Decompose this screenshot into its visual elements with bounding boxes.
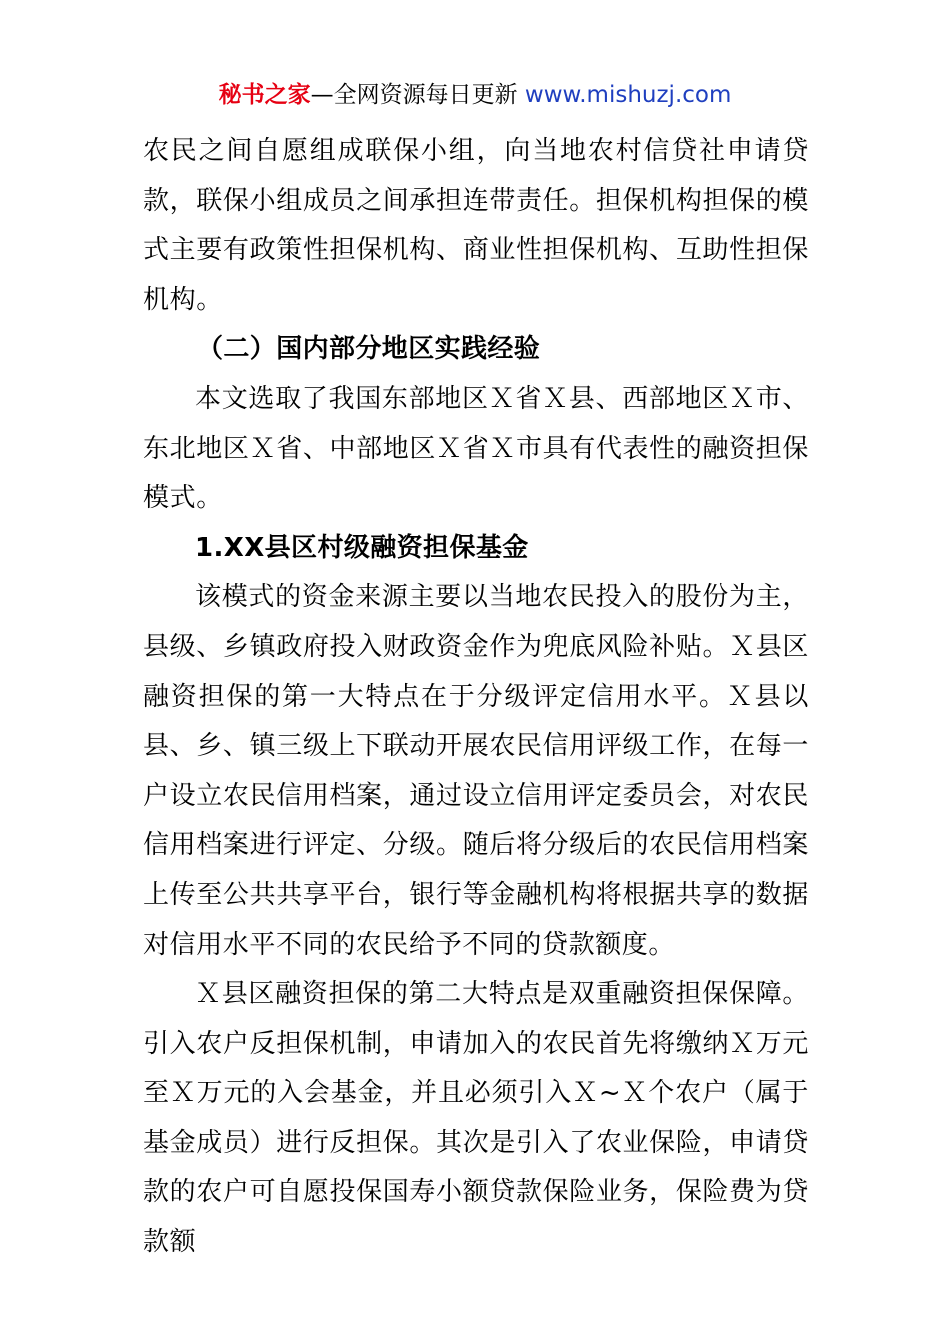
subsection-heading: 1.XX县区村级融资担保基金 [195, 532, 529, 563]
header-tagline: —全网资源每日更新 [310, 82, 518, 108]
paragraph-model-description: 该模式的资金来源主要以当地农民投入的股份为主，县级、乡镇政府投入财政资金作为兜底风险补贴。Ｘ县区融资担保的第一大特点在于分级评定信用水平。Ｘ县以县、乡、镇三级上下联动开展农民信用评级工作，在每一户设立农民信用档案，通过设立信用评定委员会，对农民信用档案进行评定、分级。随后将分级后的农民信用档案上传至公共共享平台，银行等金融机构将根据共享的数据对信用水平不同的农民给予不同的贷款额度。 [143, 582, 809, 960]
paragraph-intro: 本文选取了我国东部地区Ｘ省Ｘ县、西部地区Ｘ市、东北地区Ｘ省、中部地区Ｘ省Ｘ市具有代表性的融资担保模式。 [143, 383, 809, 514]
document-body [143, 127, 809, 1268]
page-header [0, 78, 950, 112]
brand-name: 秘书之家 [218, 82, 311, 108]
paragraph-second-feature: Ｘ县区融资担保的第二大特点是双重融资担保保障。引入农户反担保机制，申请加入的农民首先将缴纳Ｘ万元至Ｘ万元的入会基金，并且必须引入Ｘ~Ｘ个农户（属于基金成员）进行反担保。其次是引入了农业保险，申请贷款的农户可自愿投保国寿小额贷款保险业务，保险费为贷款额 [143, 979, 809, 1258]
section-heading: （二）国内部分地区实践经验 [197, 334, 541, 365]
website-link[interactable]: www.mishuzj.com [524, 82, 732, 108]
paragraph-continued: 农民之间自愿组成联保小组，向当地农村信贷社申请贷款，联保小组成员之间承担连带责任。担保机构担保的模式主要有政策性担保机构、商业性担保机构、互助性担保机构。 [143, 136, 809, 315]
